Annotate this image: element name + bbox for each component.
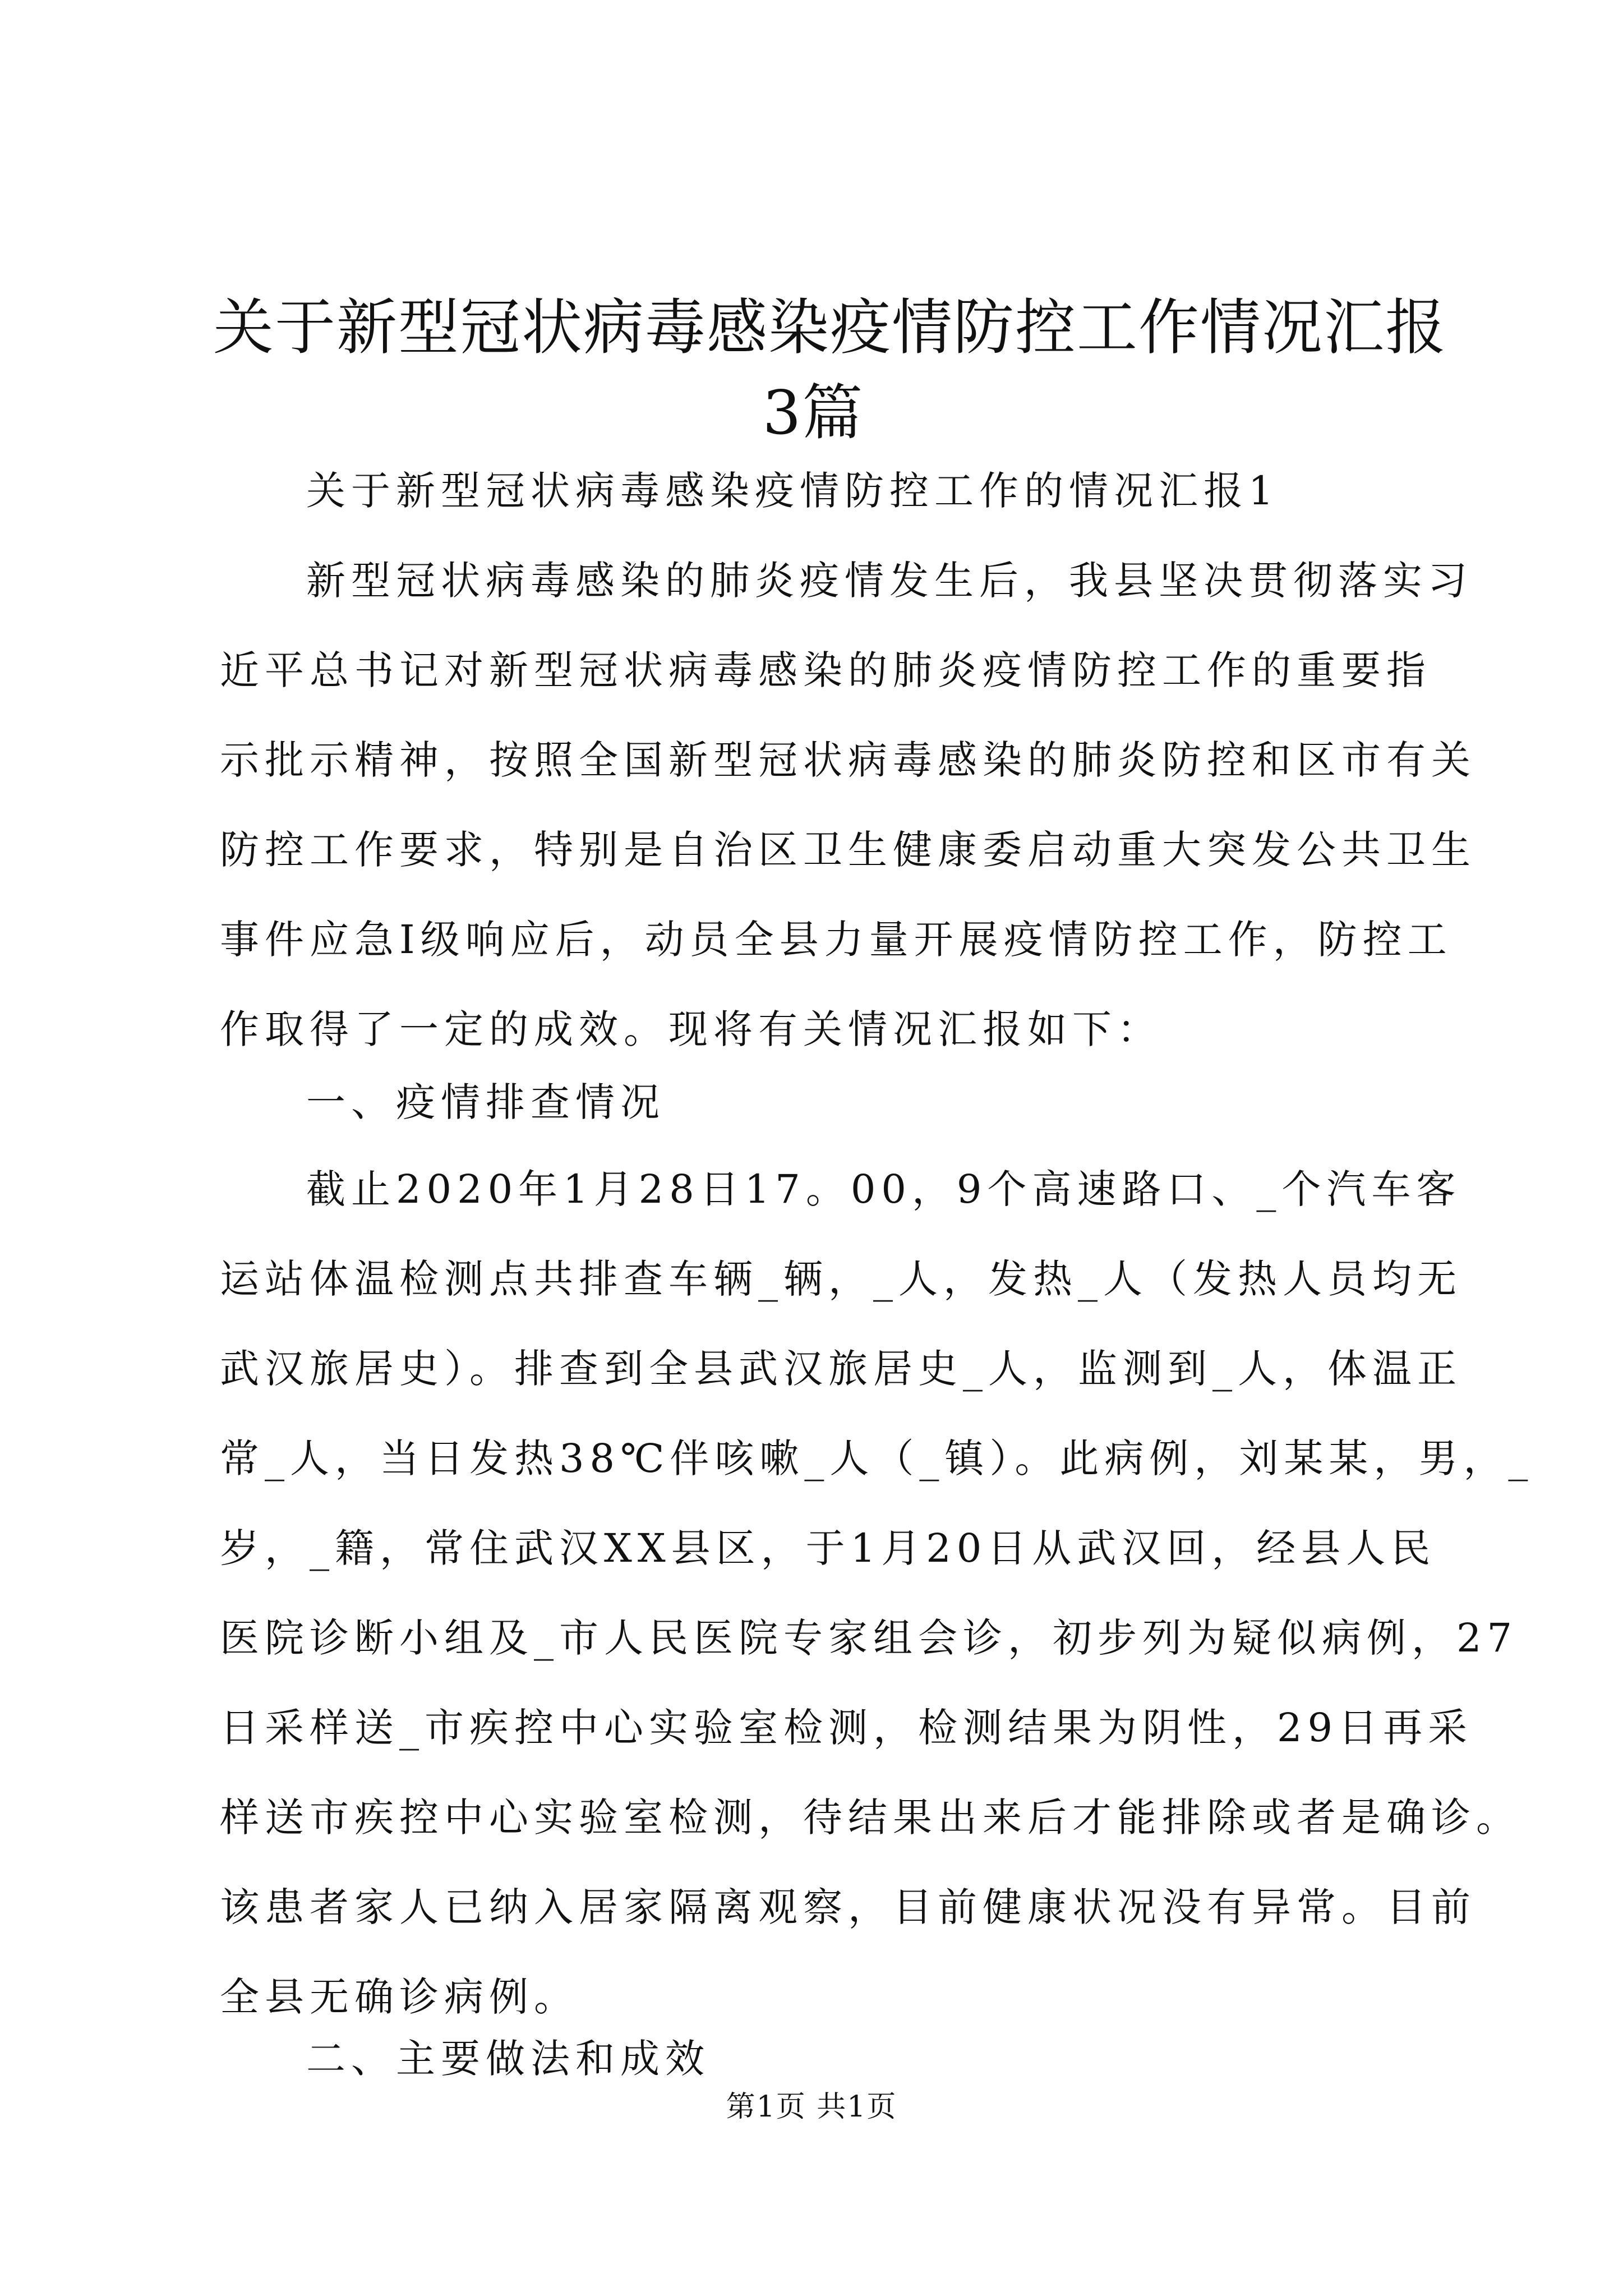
text-line: 医院诊断小组及_市人民医院专家组会诊，初步列为疑似病例，27 (220, 1615, 1518, 1661)
text-line: 示批示精神，按照全国新型冠状病毒感染的肺炎防控和区市有关 (220, 737, 1476, 783)
page-number-footer: 第1页 共1页 (726, 2090, 897, 2124)
text-line: 该患者家人已纳入居家隔离观察，目前健康状况没有异常。目前 (220, 1884, 1476, 1930)
paragraph-intro (220, 536, 1476, 1074)
text-line: 武汉旅居史）。排查到全县武汉旅居史_人，监测到_人，体温正 (220, 1346, 1462, 1392)
text-line: 作取得了一定的成效。现将有关情况汇报如下： (220, 1006, 1162, 1052)
text-line: 岁，_籍，常住武汉XX县区，于1月20日从武汉回，经县人民 (220, 1525, 1436, 1571)
text-line: 截止2020年1月28日17。00，9个高速路口、_个汽车客 (306, 1166, 1461, 1212)
paragraph-screening (220, 1144, 1534, 2042)
text-line: 事件应急Ⅰ级响应后，动员全县力量开展疫情防控工作，防控工 (220, 917, 1453, 963)
document-title-continuation: 3篇 (762, 378, 864, 448)
text-line: 日采样送_市疾控中心实验室检测，检测结果为阴性，29日再采 (220, 1705, 1473, 1751)
report-subtitle: 关于新型冠状病毒感染疫情防控工作的情况汇报1 (306, 468, 1279, 514)
text-line: 常_人，当日发热38℃伴咳嗽_人（_镇）。此病例，刘某某，男，_ (220, 1435, 1534, 1481)
text-line: 运站体温检测点共排查车辆_辆，_人，发热_人（发热人员均无 (220, 1256, 1462, 1302)
text-line: 新型冠状病毒感染的肺炎疫情发生后，我县坚决贯彻落实习 (306, 558, 1473, 604)
document-title: 关于新型冠状病毒感染疫情防控工作情况汇报 (213, 293, 1447, 363)
section-heading-1: 一、疫情排查情况 (306, 1079, 665, 1125)
text-line: 近平总书记对新型冠状病毒感染的肺炎疫情防控工作的重要指 (220, 647, 1431, 693)
text-line: 样送市疾控中心实验室检测，待结果出来后才能排除或者是确诊。 (220, 1795, 1521, 1841)
section-heading-2: 二、主要做法和成效 (306, 2036, 710, 2082)
text-line: 全县无确诊病例。 (220, 1974, 579, 2020)
text-line: 防控工作要求，特别是自治区卫生健康委启动重大突发公共卫生 (220, 827, 1476, 873)
